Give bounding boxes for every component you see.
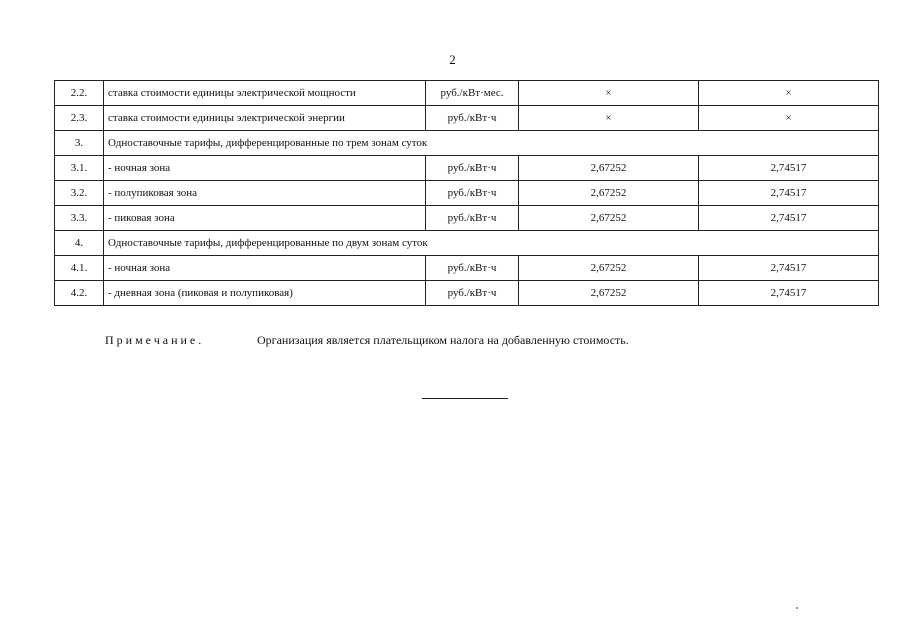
note [105,333,629,348]
value-cell-2: × [699,81,879,106]
value-cell-1: × [519,106,699,131]
section-row [55,131,879,156]
table-row [55,256,879,281]
row-number: 4.1. [55,256,104,281]
table-row [55,81,879,106]
value-cell-2: × [699,106,879,131]
note-text: Организация является плательщиком налога на добавленную стоимость. [257,333,629,347]
value-cell-1: 2,67252 [519,206,699,231]
unit-cell: руб./кВт·ч [426,156,519,181]
value-cell-2: 2,74517 [699,256,879,281]
tariff-table [54,80,879,306]
value-cell-2: 2,74517 [699,156,879,181]
tariff-table-body [55,81,879,306]
row-description: - ночная зона [104,256,426,281]
row-description: ставка стоимости единицы электрической энергии [104,106,426,131]
unit-cell: руб./кВт·ч [426,281,519,306]
row-number: 3.1. [55,156,104,181]
page-number: 2 [449,52,456,67]
row-description: - пиковая зона [104,206,426,231]
unit-cell: руб./кВт·мес. [426,81,519,106]
unit-cell: руб./кВт·ч [426,106,519,131]
section-title: Одноставочные тарифы, дифференцированные по трем зонам суток [104,131,879,156]
row-description: - ночная зона [104,156,426,181]
row-description: - полупиковая зона [104,181,426,206]
section-title: Одноставочные тарифы, дифференцированные по двум зонам суток [104,231,879,256]
section-row [55,231,879,256]
unit-cell: руб./кВт·ч [426,256,519,281]
row-description: - дневная зона (пиковая и полупиковая) [104,281,426,306]
scan-speck [796,607,798,609]
table-row [55,281,879,306]
row-number: 3.2. [55,181,104,206]
row-number: 4.2. [55,281,104,306]
table-row [55,156,879,181]
unit-cell: руб./кВт·ч [426,181,519,206]
row-number: 3. [55,131,104,156]
value-cell-1: 2,67252 [519,256,699,281]
row-description: ставка стоимости единицы электрической мощности [104,81,426,106]
end-divider [422,398,508,399]
row-number: 2.3. [55,106,104,131]
value-cell-1: 2,67252 [519,281,699,306]
note-label: Примечание. [105,333,205,347]
value-cell-1: 2,67252 [519,156,699,181]
unit-cell: руб./кВт·ч [426,206,519,231]
value-cell-2: 2,74517 [699,181,879,206]
value-cell-2: 2,74517 [699,206,879,231]
value-cell-1: 2,67252 [519,181,699,206]
value-cell-1: × [519,81,699,106]
table-row [55,106,879,131]
table-row [55,181,879,206]
row-number: 2.2. [55,81,104,106]
row-number: 4. [55,231,104,256]
value-cell-2: 2,74517 [699,281,879,306]
table-row [55,206,879,231]
row-number: 3.3. [55,206,104,231]
